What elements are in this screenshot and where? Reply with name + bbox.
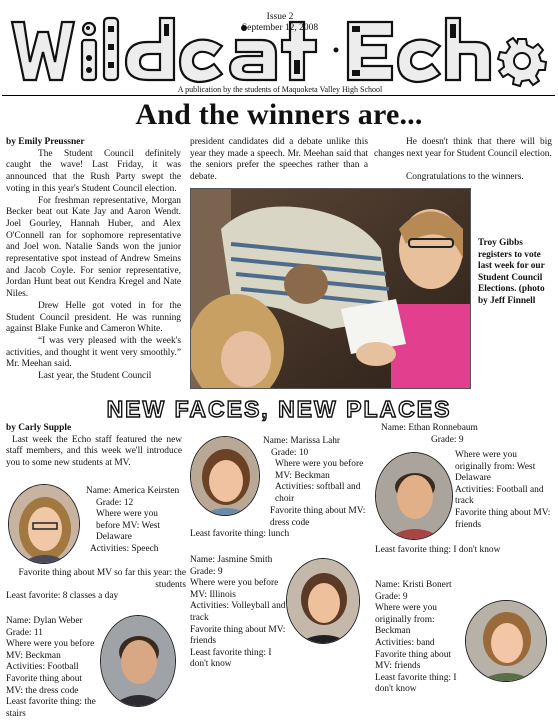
profile-favorite: Favorite thing about MV: friends <box>455 507 551 530</box>
avatar-america <box>8 484 80 564</box>
profile-origin: Where were you before MV: Beckman <box>6 639 95 661</box>
profile-name: Name: Dylan Weber <box>6 616 83 626</box>
profile-origin: Where were you originally from: West Delaware <box>455 450 536 484</box>
article-column-3 <box>374 137 552 184</box>
article-paragraph: The Student Council definitely caught the wave! Last Friday, it was announced that the Rush Party swept the voting in this year's Student Council election. <box>6 148 181 194</box>
avatar-ethan <box>375 452 453 540</box>
avatar-jasmine <box>286 558 360 644</box>
profile-america-more <box>6 568 186 603</box>
avatar-marissa <box>190 436 260 516</box>
issue-info <box>210 12 350 34</box>
profile-ethan-details <box>455 450 553 531</box>
profile-activities: Activities: Speech <box>90 543 159 554</box>
article-closing: Congratulations to the winners. <box>406 172 524 183</box>
article-paragraph: Drew Helle got voted in for the Student Council president. He was running against Blake Funke and Cameron White. <box>6 300 181 335</box>
profile-activities: Activities: softball and choir <box>275 482 361 504</box>
section-intro-block <box>6 423 182 469</box>
issue-date: September 12, 2008 <box>241 23 319 33</box>
profile-activities: Activities: Volleyball and track <box>190 601 286 623</box>
profile-least-favorite: Least favorite thing: lunch <box>190 529 290 540</box>
profile-jasmine <box>190 555 286 671</box>
article-byline: by Emily Preussner <box>6 137 85 147</box>
issue-number: Issue 2 <box>266 12 294 22</box>
profile-grade: Grade: 9 <box>431 434 464 445</box>
profile-marissa-more <box>190 506 368 541</box>
article-paragraph: Last year, the Student Council <box>38 371 152 382</box>
profile-grade: Grade: 12 <box>96 497 134 508</box>
headline: And the winners are... <box>135 98 423 131</box>
profile-least-favorite: Least favorite thing: I don't know <box>190 647 272 670</box>
photo-caption: Troy Gibbs registers to vote last week for our Student Council Elections. (photo by Jeff Finnell <box>478 238 545 306</box>
profile-activities: Activities: Football and track <box>455 484 544 507</box>
profile-origin: Where were you before MV: Illinois <box>190 578 279 600</box>
profile-name: Name: America Keirsten <box>86 486 180 496</box>
profile-favorite: Favorite thing about MV: dress code <box>270 506 366 528</box>
tagline: A publication by the students of Maquoketa Valley High School <box>177 85 383 94</box>
article-column-1 <box>6 137 181 383</box>
article-paragraph: For freshman representative, Morgan Becker beat out Kate Jay and Aaron Wendt. Joel Gourley, Hannah Huber, and Alex O'Connell ran for sophomore representative and Joel won. Natalie Sands won the junior representative spot instead of Andrew Smeins and Jacob Coyle. For senior representative, Jordan Hunt beat out Kendra Kregel and Nate Niles. <box>6 195 181 300</box>
profile-kristi <box>375 580 465 696</box>
avatar-kristi <box>465 600 547 682</box>
profile-name: Name: Jasmine Smith <box>190 555 273 565</box>
profile-america <box>86 486 182 556</box>
profile-grade: Grade: 9 <box>375 591 408 602</box>
article-paragraph: He doesn't think that there will big changes next year for Student Council election. <box>374 137 552 159</box>
section-byline: by Carly Supple <box>6 423 72 433</box>
profile-favorite: Favorite thing about MV: the dress code <box>6 673 83 696</box>
election-photo <box>190 188 471 389</box>
avatar-dylan <box>100 615 176 707</box>
profile-grade: Grade: 9 <box>190 566 223 577</box>
profile-grade: Grade: 11 <box>6 627 43 638</box>
profile-name: Name: Kristi Bonert <box>375 580 452 590</box>
profile-ethan-least: Least favorite thing: I don't know <box>375 545 501 555</box>
profile-favorite: Favorite thing about MV: friends <box>190 624 286 647</box>
article-paragraph: president candidates did a debate unlike this year they made a speech. Mr. Meehan said that the seniors prefer the speeches rather than a debate. <box>190 137 368 183</box>
profile-origin: Where were you before MV: West Delaware <box>96 509 160 543</box>
profile-marissa <box>263 436 365 506</box>
profile-least-favorite: Least favorite thing: I don't know <box>375 672 457 695</box>
profile-least-favorite: Least favorite: 8 classes a day <box>6 591 119 602</box>
students-registering-image <box>191 189 471 389</box>
article-column-2 <box>190 137 368 184</box>
profile-least-favorite: Least favorite thing: the stairs <box>6 697 96 719</box>
profile-activities: Activities: Football <box>6 662 79 673</box>
section-banner <box>0 396 558 422</box>
profile-ethan <box>375 423 553 446</box>
profile-activities: Activities: band <box>375 637 435 648</box>
profile-grade: Grade: 10 <box>271 447 309 458</box>
profile-name: Name: Ethan Ronnebaum <box>381 423 478 433</box>
profile-origin: Where were you before MV: Beckman <box>275 459 364 481</box>
profile-dylan <box>6 616 98 720</box>
section-title: NEW FACES, NEW PLACES <box>106 396 452 422</box>
section-intro: Last week the Echo staff featured the new staff members, and this week we'll introduce you to some new students at MV. <box>6 434 182 468</box>
profile-name: Name: Marissa Lahr <box>263 436 341 446</box>
profile-favorite: Favorite thing about MV: friends <box>375 649 452 672</box>
profile-favorite: Favorite thing about MV so far this year: the students <box>18 568 186 590</box>
masthead-rule <box>2 95 555 96</box>
article-quote: “I was very pleased with the week's activities, and thought it went very smoothly.” Mr. Meehan said. <box>6 335 181 370</box>
profile-origin: Where were you originally from: Beckman <box>375 603 437 637</box>
